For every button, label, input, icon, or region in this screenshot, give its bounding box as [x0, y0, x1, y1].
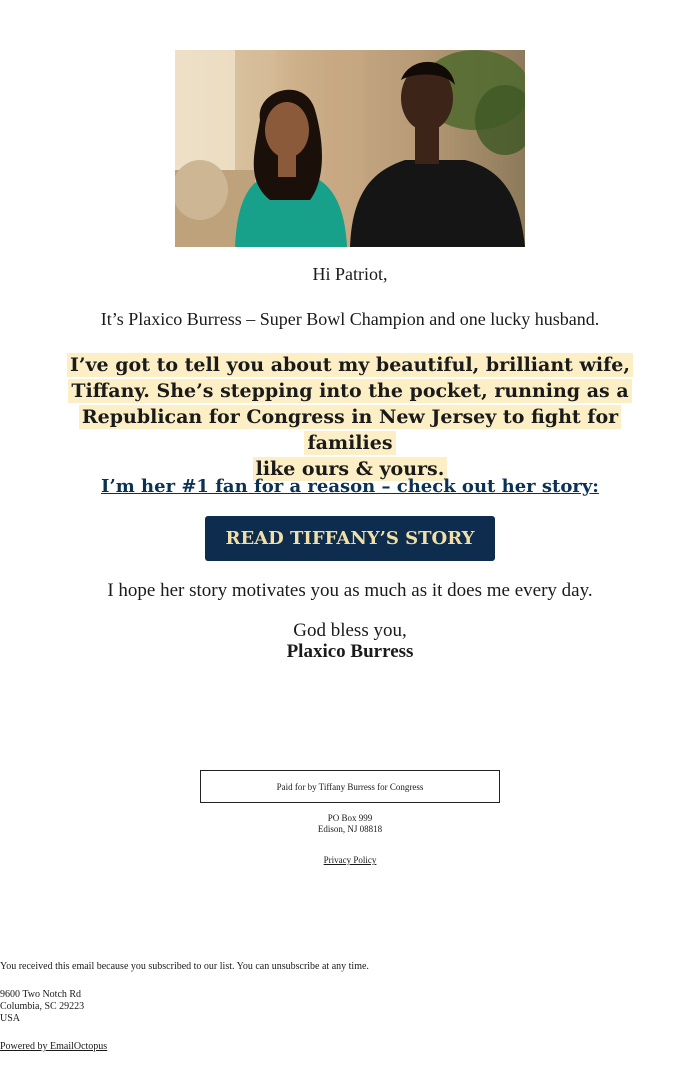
campaign-address — [0, 813, 700, 835]
privacy-policy-link[interactable]: Privacy Policy — [323, 855, 377, 865]
story-link[interactable]: I’m her #1 fan for a reason – check out her story: — [101, 476, 599, 497]
closing-line: God bless you, — [293, 620, 407, 641]
footer-address-line: Columbia, SC 29223 — [0, 1001, 85, 1012]
footer-address-line: 9600 Two Notch Rd — [0, 989, 82, 1000]
powered-by-link[interactable]: Powered by EmailOctopus — [0, 1041, 108, 1052]
highlight-line: Republican for Congress in New Jersey to fight for families — [79, 405, 621, 455]
highlight-line: I’ve got to tell you about my beautiful, brilliant wife, — [67, 353, 633, 377]
greeting: Hi Patriot, — [312, 264, 388, 284]
paid-for-disclaimer: Paid for by Tiffany Burress for Congress — [200, 770, 500, 803]
hope-paragraph: I hope her story motivates you as much as it does me every day. — [107, 580, 593, 601]
highlight-line: like ours & yours. — [253, 457, 448, 481]
couple-photo — [175, 50, 525, 247]
read-story-button[interactable]: READ TIFFANY’S STORY — [205, 516, 495, 561]
email-footer — [0, 961, 700, 1053]
highlight-line: Tiffany. She’s stepping into the pocket, running as a — [68, 379, 631, 403]
address-line: Edison, NJ 08818 — [317, 824, 383, 834]
highlighted-message — [40, 352, 660, 482]
subscription-notice: You received this email because you subscribed to our list. You can unsubscribe at any time. — [0, 961, 369, 972]
footer-address-line: USA — [0, 1013, 21, 1024]
address-line: PO Box 999 — [327, 813, 373, 823]
hero-photo — [175, 50, 525, 247]
intro-paragraph: It’s Plaxico Burress – Super Bowl Champion and one lucky husband. — [100, 309, 600, 329]
signature: Plaxico Burress — [286, 641, 414, 662]
